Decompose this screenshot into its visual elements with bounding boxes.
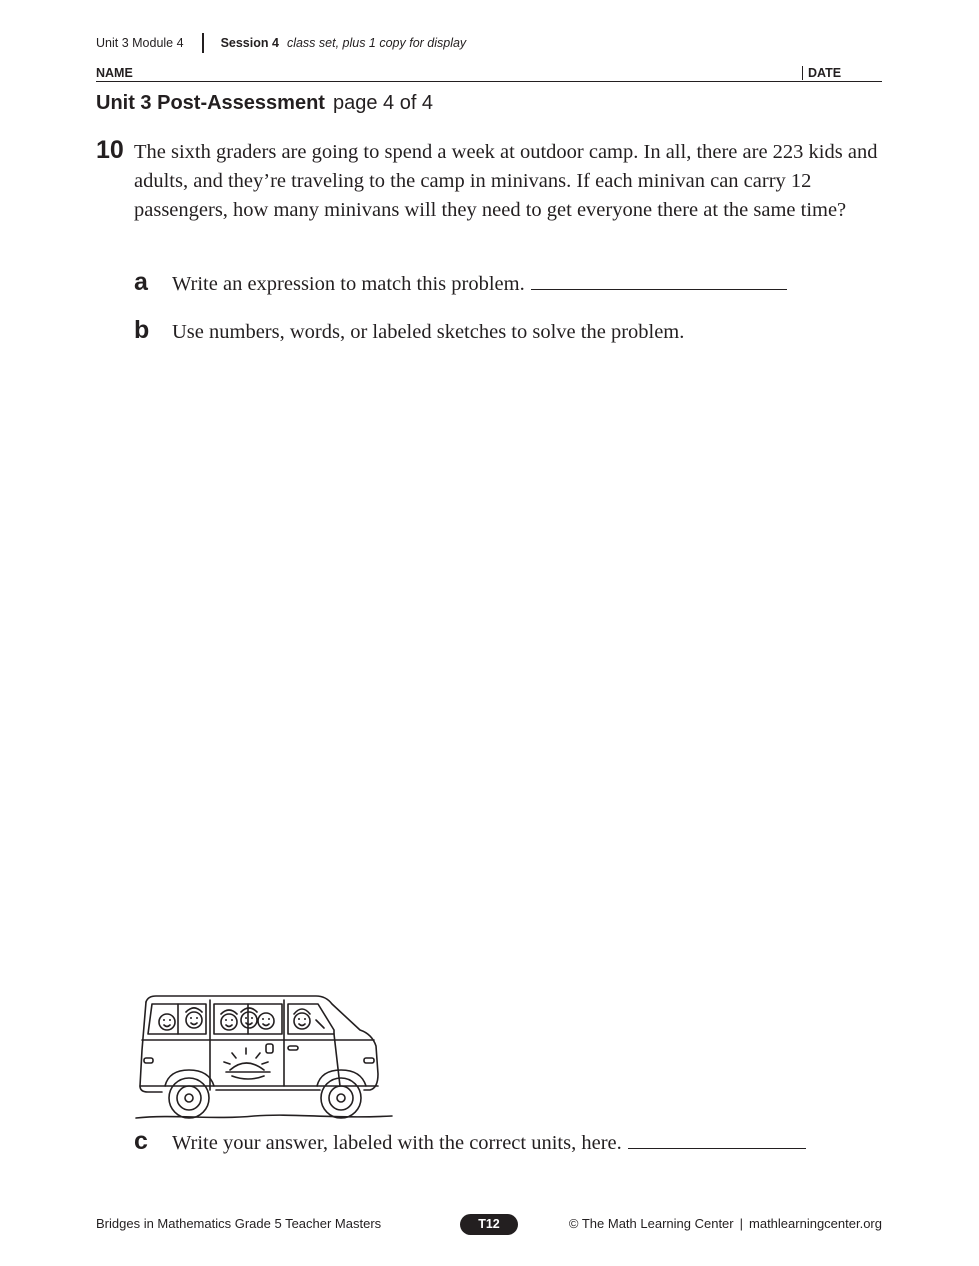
part-a-text: Write an expression to match this problem. — [172, 273, 525, 295]
part-b-letter: b — [134, 316, 150, 344]
page-footer — [96, 1214, 882, 1234]
part-c — [134, 1127, 806, 1156]
part-c-text: Write your answer, labeled with the correct units, here. — [172, 1132, 622, 1154]
page-title — [96, 92, 433, 115]
part-a-letter: a — [134, 268, 148, 296]
footer-credit — [569, 1216, 882, 1231]
name-date-row — [96, 65, 882, 82]
assessment-title: Unit 3 Post-Assessment — [96, 92, 325, 114]
page-indicator: page 4 of 4 — [332, 92, 434, 114]
footer-divider: | — [739, 1216, 744, 1231]
part-b-text: Use numbers, words, or labeled sketches to solve the problem. — [172, 321, 685, 343]
date-label: DATE — [802, 66, 841, 80]
part-b — [134, 316, 684, 345]
question-number: 10 — [96, 136, 124, 164]
header-divider — [202, 33, 204, 53]
answer-blank-c[interactable] — [628, 1147, 806, 1149]
page-header — [96, 33, 466, 53]
answer-blank-a[interactable] — [531, 288, 787, 290]
part-c-letter: c — [134, 1127, 148, 1155]
minivan-with-kids-icon — [134, 990, 394, 1126]
part-a — [134, 268, 787, 297]
footer-site: mathlearningcenter.org — [749, 1216, 882, 1231]
footer-publication: Bridges in Mathematics Grade 5 Teacher Masters — [96, 1216, 382, 1231]
name-label: NAME — [96, 66, 133, 80]
session-label: Session 4 — [220, 36, 279, 50]
page-number-badge: T12 — [460, 1214, 518, 1235]
unit-module-label: Unit 3 Module 4 — [96, 36, 184, 50]
question-text: The sixth graders are going to spend a week at outdoor camp. In all, there are 223 kids and adults, and they’re traveling to the camp in minivans. If each minivan can carry 12 passengers, how many minivans will they need to get everyone there at the same time? — [134, 141, 878, 221]
session-note: class set, plus 1 copy for display — [286, 36, 467, 50]
footer-copyright: © The Math Learning Center — [568, 1216, 734, 1231]
